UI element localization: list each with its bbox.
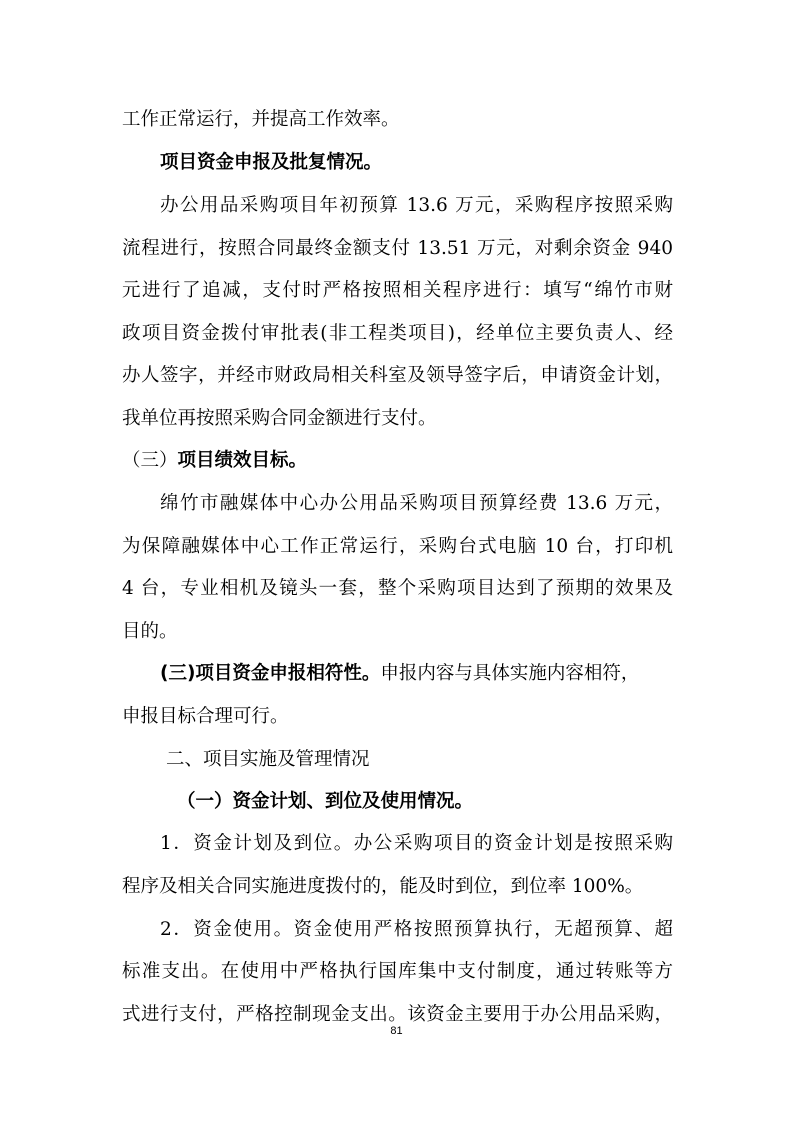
text-line-8: 我单位再按照采购合同金额进行支付。	[122, 408, 437, 429]
heading-text: 项目绩效目标。	[177, 450, 308, 471]
text-line-12: 4 台，专业相机及镜头一套，整个采购项目达到了预期的效果及	[122, 578, 673, 599]
text-line-1: 工作正常运行，并提高工作效率。	[122, 109, 400, 130]
text-line-13: 目的。	[122, 621, 178, 642]
text-line-19: 1．资金计划及到位。办公采购项目的资金计划是按照采购	[160, 833, 673, 854]
text-line-16: 申报目标合理可行。	[122, 706, 289, 727]
heading-followup-text: 申报内容与具体实施内容相符，	[380, 663, 640, 684]
text-line-21: 2．资金使用。资金使用严格按照预算执行，无超预算、超	[160, 919, 673, 940]
text-line-7: 办人签字，并经市财政局相关科室及领导签字后，申请资金计划，	[122, 365, 673, 386]
page-number: 81	[390, 1025, 403, 1037]
text-line-11: 为保障融媒体中心工作正常运行，采购台式电脑 10 台，打印机	[122, 536, 673, 557]
section-heading-declaration-conformity	[160, 662, 673, 686]
text-line-23: 式进行支付，严格控制现金支出。该资金主要用于办公用品采购，	[122, 1004, 673, 1025]
section-heading-fund-usage: （一）资金计划、到位及使用情况。	[177, 791, 474, 812]
text-line-3: 办公用品采购项目年初预算 13.6 万元，采购程序按照采购	[160, 195, 673, 216]
text-line-6: 政项目资金拨付审批表(非工程类项目)，经单位主要负责人、经	[122, 323, 674, 344]
heading-number: （三）	[122, 450, 178, 471]
text-line-20: 程序及相关合同实施进度拨付的，能及时到位，到位率 100%。	[122, 876, 644, 897]
text-line-22: 标准支出。在使用中严格执行国库集中支付制度，通过转账等方	[122, 961, 673, 982]
text-line-4: 流程进行，按照合同最终金额支付 13.51 万元，对剩余资金 940	[122, 238, 673, 259]
section-heading-funding-approval: 项目资金申报及批复情况。	[160, 152, 383, 173]
text-line-5: 元进行了追减，支付时严格按照相关程序进行：填写“绵竹市财	[122, 280, 673, 301]
text-line-10: 绵竹市融媒体中心办公用品采购项目预算经费 13.6 万元，	[160, 493, 673, 514]
chapter-heading-implementation: 二、项目实施及管理情况	[166, 749, 370, 770]
section-heading-performance-goal	[122, 449, 673, 473]
heading-text: (三)项目资金申报相符性。	[160, 663, 381, 684]
